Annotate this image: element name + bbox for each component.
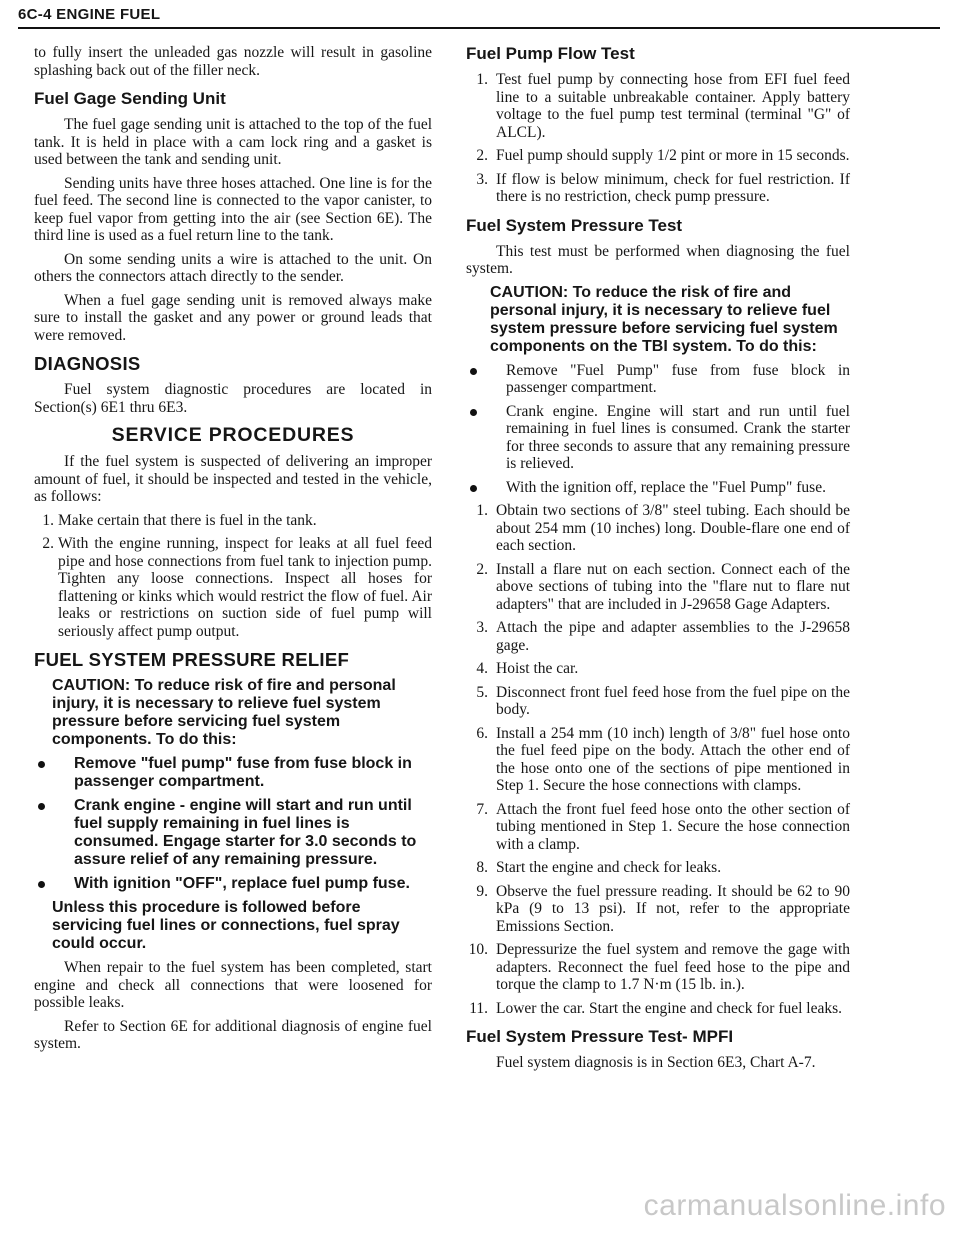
list-item <box>466 859 850 877</box>
step-text: Hoist the car. <box>496 660 579 677</box>
relief-warning: Unless this procedure is followed before servicing fuel lines or connections, fuel spray could occur. <box>52 899 400 952</box>
list-item <box>466 619 850 654</box>
flow-steps <box>466 71 850 206</box>
list-item <box>466 502 850 555</box>
step-text: Install a 254 mm (10 inch) length of 3/8" fuel hose onto the fuel feed pipe on the body. Attach the other end of the hose onto one of the sections of pipe mentioned in Step 1. Secure the hose connections with clamps. <box>496 724 850 794</box>
list-item <box>34 875 432 893</box>
bullet-text: Remove "Fuel Pump" fuse from fuse block in passenger compartment. <box>506 361 850 396</box>
bullet-icon <box>470 409 477 416</box>
sending-unit-p4: When a fuel gage sending unit is removed always make sure to install the gasket and any power or ground leads that were removed. <box>34 291 432 344</box>
step-number: 4. <box>476 660 488 677</box>
list-item <box>34 755 432 791</box>
relief-p2: Refer to Section 6E for additional diagnosis of engine fuel system. <box>34 1017 432 1052</box>
list-item <box>466 561 850 614</box>
list-item <box>466 479 850 497</box>
list-item <box>466 725 850 795</box>
mpfi-p1: Fuel system diagnosis is in Section 6E3, Chart A-7. <box>496 1054 816 1071</box>
pressure-caution: CAUTION: To reduce the risk of fire and personal injury, it is necessary to relieve fuel system pressure before servicing fuel system components on the TBI system. To do this: <box>490 283 838 355</box>
step-number: 7. <box>476 800 488 818</box>
bullet-text: Crank engine - engine will start and run until fuel supply remaining in fuel lines is consumed. Engage starter for 3.0 seconds to assure relief of any remaining pressure. <box>74 797 417 868</box>
list-item <box>466 403 850 473</box>
sending-unit-heading: Fuel Gage Sending Unit <box>34 89 226 108</box>
bullet-text: Remove "fuel pump" fuse from fuse block in passenger compartment. <box>74 755 412 790</box>
step-text: Depressurize the fuel system and remove the gage with adapters. Reconnect the fuel feed hose to the pipe and torque the clamp to 1.7 N·m (15 lb. in.). <box>496 941 850 993</box>
diagnosis-p1: Fuel system diagnostic procedures are located in Section(s) 6E1 thru 6E3. <box>34 381 432 416</box>
bullet-text: With ignition "OFF", replace fuel pump fuse. <box>74 875 410 892</box>
step-text: With the engine running, inspect for leaks at all fuel feed pipe and hose connections from fuel tank to injection pump. Tighten any loose connections. Inspect all hoses for flattening or kinks which would restrict the flow of fuel. Air leaks or restrictions on suction side of fuel pump will seriously affect pump output. <box>58 535 432 640</box>
intro-paragraph: to fully insert the unleaded gas nozzle will result in gasoline splashing back out of the filler neck. <box>34 44 432 79</box>
pressure-test-heading: Fuel System Pressure Test <box>466 215 683 235</box>
pressure-bullets <box>466 362 850 497</box>
step-number: 3. <box>476 170 488 188</box>
sending-unit-p1: The fuel gage sending unit is attached to the top of the fuel tank. It is held in place with a cam lock ring and a gasket is used between the tank and sending unit. <box>34 116 432 168</box>
header-rule <box>18 27 940 29</box>
step-number: 1. <box>42 511 54 529</box>
bullet-icon <box>38 803 45 810</box>
step-number: 6. <box>476 724 488 742</box>
watermark: carmanualsonline.info <box>643 1189 946 1222</box>
step-text: Attach the pipe and adapter assemblies to the J-29658 gage. <box>496 619 850 654</box>
sending-unit-p2: Sending units have three hoses attached. One line is for the fuel feed. The second line is connected to the vapor canister, to keep fuel vapor from getting into the air (see Section 6E). The third line is used as a fuel return line to the tank. <box>34 174 432 244</box>
relief-bullets <box>34 755 432 893</box>
step-text: Make certain that there is fuel in the tank. <box>58 511 317 529</box>
step-number: 2. <box>42 535 54 552</box>
list-item <box>466 801 850 854</box>
left-column <box>34 44 432 1059</box>
step-text: Obtain two sections of 3/8" steel tubing. Each should be about 254 mm (10 inches) long. Double-flare one end of each section. <box>496 502 850 554</box>
step-number: 2. <box>476 560 488 578</box>
step-text: Observe the fuel pressure reading. It should be 62 to 90 kPa (9 to 13 psi). If not, refer to the appropriate Emissions Section. <box>496 882 850 935</box>
step-number: 11. <box>469 999 488 1017</box>
bullet-icon <box>470 368 477 375</box>
step-text: Lower the car. Start the engine and check for fuel leaks. <box>496 999 843 1017</box>
relief-p1: When repair to the fuel system has been completed, start engine and check all connections that were loosened for possible leaks. <box>34 959 432 1011</box>
step-number: 9. <box>476 882 488 900</box>
list-item <box>466 684 850 719</box>
service-p1: If the fuel system is suspected of delivering an improper amount of fuel, it should be inspected and tested in the vehicle, as follows: <box>34 453 432 505</box>
pressure-relief-heading: FUEL SYSTEM PRESSURE RELIEF <box>34 649 350 670</box>
step-text: Test fuel pump by connecting hose from EFI fuel feed line to a suitable unbreakable container. Apply battery voltage to the fuel pump test terminal (terminal "G" of ALCL). <box>496 71 850 141</box>
right-column <box>466 44 850 1078</box>
list-item <box>466 362 850 397</box>
step-text: Start the engine and check for leaks. <box>496 859 722 876</box>
bullet-icon <box>470 485 477 492</box>
flow-test-heading: Fuel Pump Flow Test <box>466 44 635 63</box>
list-item <box>34 535 432 640</box>
step-number: 1. <box>476 71 488 88</box>
step-text: If flow is below minimum, check for fuel restriction. If there is no restriction, check pump pressure. <box>496 170 850 205</box>
sending-unit-p3: On some sending units a wire is attached to the unit. On others the connectors attach directly to the sender. <box>34 250 432 285</box>
list-item <box>466 171 850 206</box>
step-text: Attach the front fuel feed hose onto the other section of tubing mentioned in Step 1. Secure the hose connection with a clamp. <box>496 800 850 853</box>
list-item <box>34 512 432 530</box>
list-item <box>466 147 850 165</box>
list-item <box>466 660 850 678</box>
bullet-icon <box>38 761 45 768</box>
step-text: Install a flare nut on each section. Connect each of the above sections of tubing into the "flare nut to flare nut adapters" that are included in J-29658 Gage Adapters. <box>496 560 850 613</box>
step-text: Fuel pump should supply 1/2 pint or more in 15 seconds. <box>496 147 850 164</box>
page-header: 6C-4 ENGINE FUEL <box>18 6 161 23</box>
step-number: 10. <box>468 941 488 958</box>
diagnosis-heading: DIAGNOSIS <box>34 353 141 374</box>
pressure-steps <box>466 502 850 1017</box>
step-number: 2. <box>476 147 488 164</box>
list-item <box>466 883 850 936</box>
step-number: 5. <box>476 683 488 701</box>
mpfi-heading: Fuel System Pressure Test- MPFI <box>466 1027 734 1046</box>
pressure-p1: This test must be performed when diagnosing the fuel system. <box>466 242 850 277</box>
list-item <box>466 1000 850 1018</box>
service-procedures-heading: SERVICE PROCEDURES <box>111 424 355 446</box>
step-number: 1. <box>476 502 488 519</box>
service-steps <box>34 512 432 641</box>
list-item <box>466 941 850 994</box>
bullet-text: Crank engine. Engine will start and run until fuel remaining in fuel lines is consumed. Crank the starter for three seconds to assure that any remaining pressure is relieved. <box>506 402 850 472</box>
step-number: 8. <box>476 859 488 876</box>
list-item <box>466 71 850 141</box>
bullet-icon <box>38 881 45 888</box>
bullet-text: With the ignition off, replace the "Fuel Pump" fuse. <box>506 478 826 496</box>
relief-caution: CAUTION: To reduce risk of fire and personal injury, it is necessary to relieve fuel system pressure before servicing fuel system components. To do this: <box>52 677 396 748</box>
step-text: Disconnect front fuel feed hose from the fuel pipe on the body. <box>496 683 850 718</box>
step-number: 3. <box>476 619 488 636</box>
list-item <box>34 797 432 869</box>
